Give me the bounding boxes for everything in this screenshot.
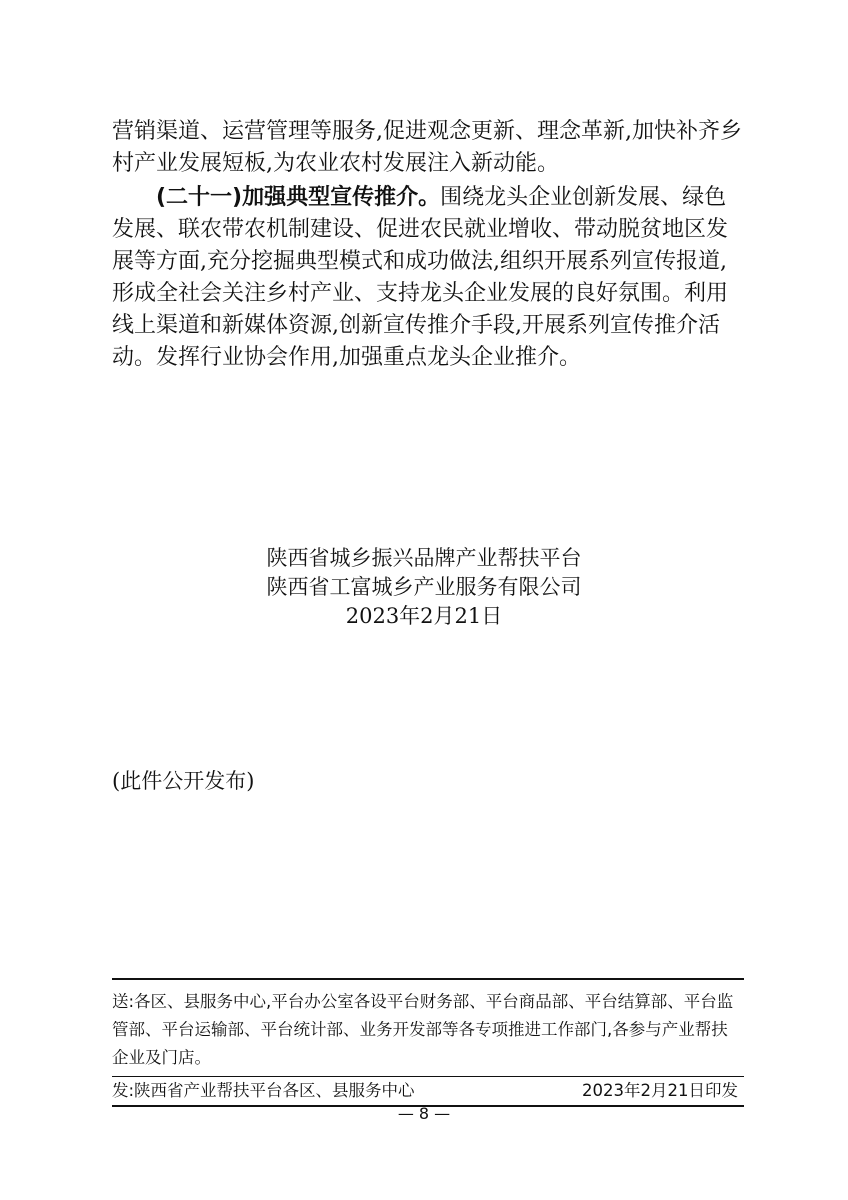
- issue-date: 2023年2月21日印发: [582, 1081, 738, 1100]
- paragraph-1: 营销渠道、运营管理等服务,促进观念更新、理念革新,加快补齐乡村产业发展短板,为农业农村发展注入新动能。: [112, 119, 742, 176]
- distribution-footer: [112, 978, 744, 1107]
- paragraph-2-text: 围绕龙头企业创新发展、绿色发展、联农带农机制建设、促进农民就业增收、带动脱贫地区发展等方面,充分挖掘典型模式和成功做法,组织开展系列宣传报道,形成全社会关注乡村产业、支持龙头企业发展的良好氛围。利用线上渠道和新媒体资源,创新宣传推介手段,开展系列宣传推介活动。发挥行业协会作用,加强重点龙头企业推介。: [112, 185, 729, 370]
- distribution-list: 送:各区、县服务中心,平台办公室各设平台财务部、平台商品部、平台结算部、平台监管部、平台运输部、平台统计部、业务开发部等各专项推进工作部门,各参与产业帮扶企业及门店。: [112, 992, 734, 1067]
- section-heading: (二十一)加强典型宣传推介。: [156, 185, 441, 210]
- issue-line: [112, 1077, 744, 1105]
- issuer: 发:陕西省产业帮扶平台各区、县服务中心: [112, 1081, 415, 1100]
- signature-org-1: 陕西省城乡振兴品牌产业帮扶平台: [266, 546, 582, 570]
- signature-block: [0, 544, 848, 631]
- page-number: — 8 —: [397, 1104, 451, 1123]
- paragraph-2: [112, 182, 744, 374]
- public-release-note: (此件公开发布): [112, 769, 255, 793]
- body-text: [112, 116, 744, 374]
- signature-date: 2023年2月21日: [345, 604, 503, 628]
- signature-org-2: 陕西省工富城乡产业服务有限公司: [266, 575, 582, 599]
